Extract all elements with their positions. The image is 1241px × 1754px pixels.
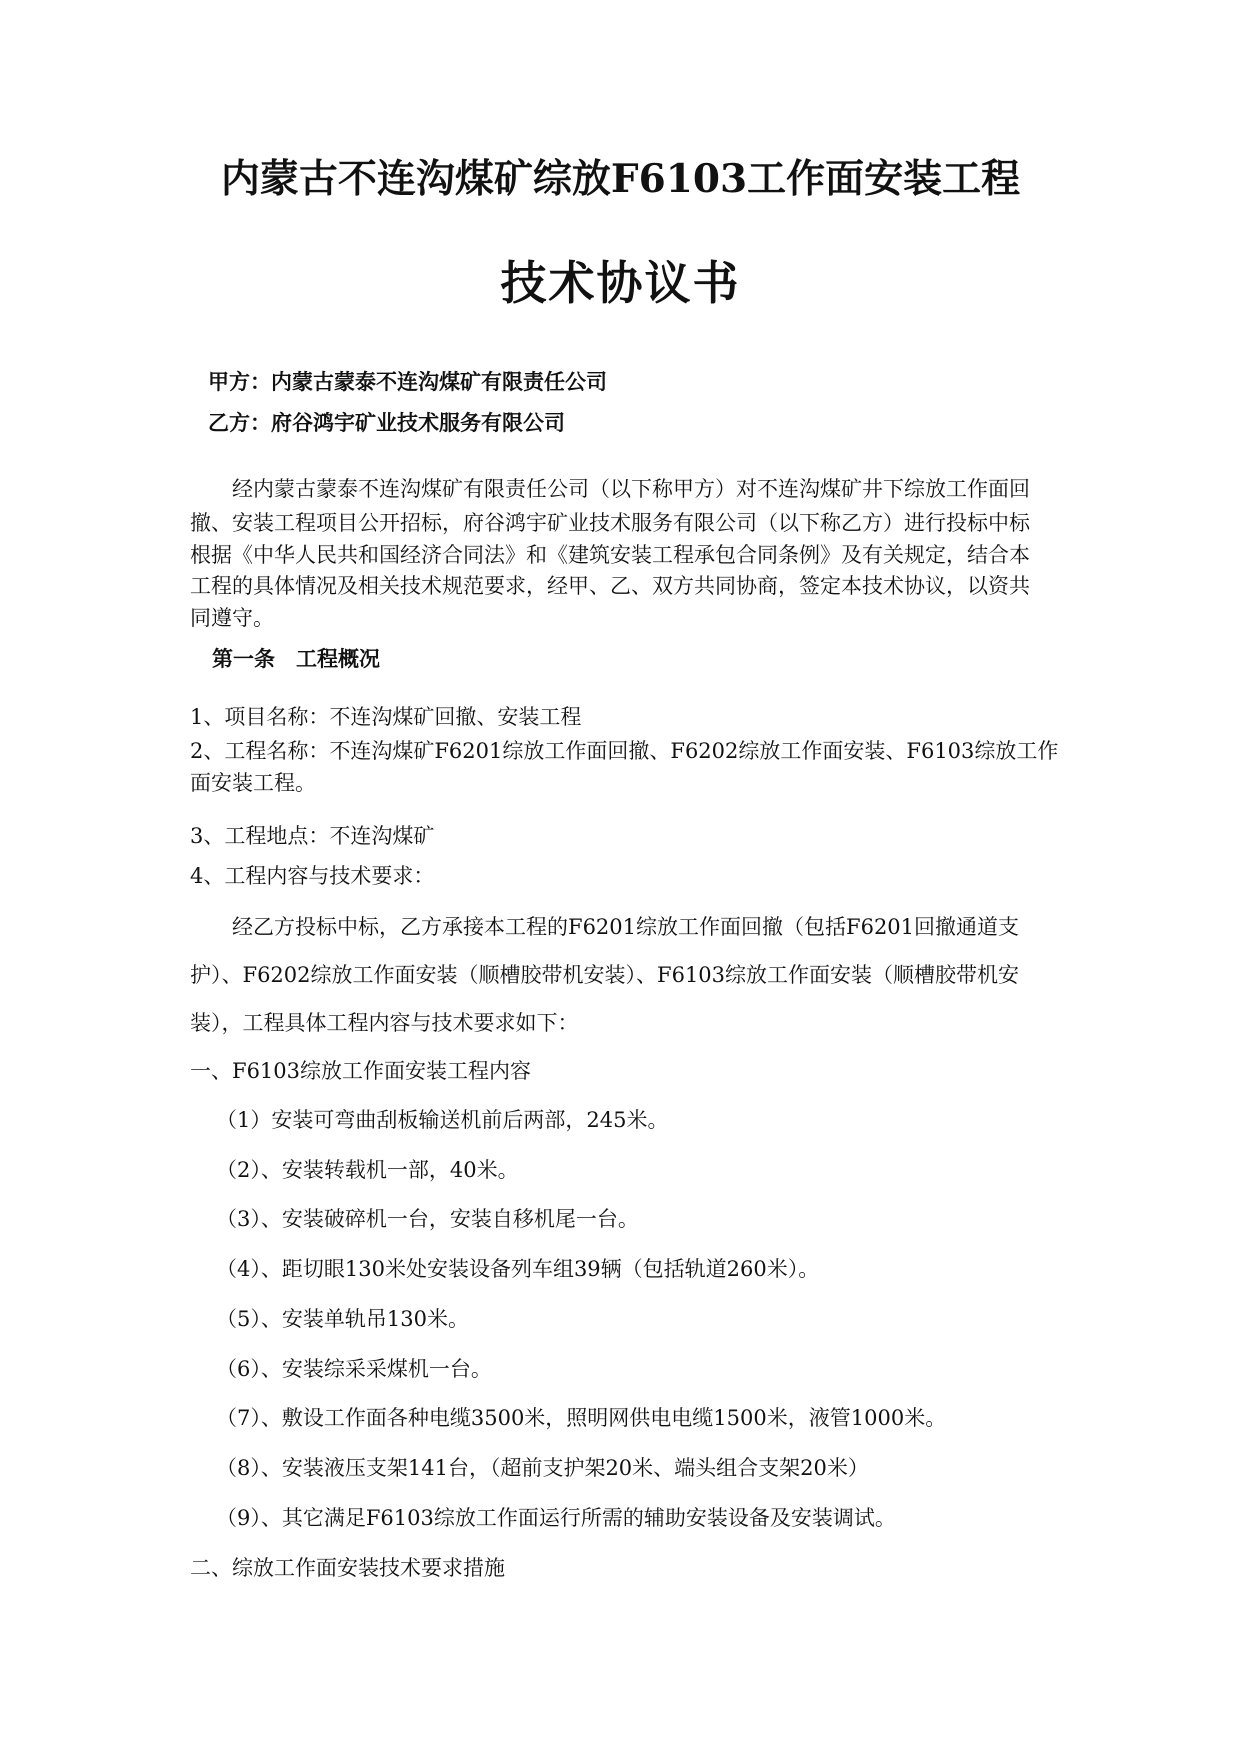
section-heading: 一、F6103综放工作面安装工程内容: [190, 1059, 532, 1083]
task-item: （9）、其它满足F6103综放工作面运行所需的辅助安装设备及安装调试。: [216, 1506, 896, 1530]
task-item: （1）安装可弯曲刮板输送机前后两部，245米。: [216, 1108, 669, 1132]
scope-line: 经乙方投标中标，乙方承接本工程的F6201综放工作面回撤（包括F6201回撤通道支: [232, 915, 1020, 939]
intro-line: 撤、安装工程项目公开招标，府谷鸿宇矿业技术服务有限公司（以下称乙方）进行投标中标: [190, 511, 1030, 535]
article-heading: 第一条 工程概况: [212, 647, 380, 671]
party-a: 甲方：内蒙古蒙泰不连沟煤矿有限责任公司: [208, 370, 607, 394]
document-title: 内蒙古不连沟煤矿综放F6103工作面安装工程: [220, 156, 1021, 202]
task-item: （6）、安装综采采煤机一台。: [216, 1357, 492, 1381]
overview-item-works-name-cont: 面安装工程。: [190, 771, 316, 795]
intro-line: 工程的具体情况及相关技术规范要求，经甲、乙、双方共同协商，签定本技术协议，以资共: [190, 574, 1030, 598]
overview-item-project-name: 1、项目名称：不连沟煤矿回撤、安装工程: [190, 705, 582, 729]
intro-line: 同遵守。: [190, 606, 274, 630]
overview-item-location: 3、工程地点：不连沟煤矿: [190, 824, 435, 848]
task-item: （4）、距切眼130米处安装设备列车组39辆（包括轨道260米）。: [216, 1257, 820, 1281]
document-subtitle: 技术协议书: [500, 256, 741, 310]
task-item: （5）、安装单轨吊130米。: [216, 1307, 469, 1331]
intro-line: 根据《中华人民共和国经济合同法》和《建筑安装工程承包合同条例》及有关规定，结合本: [190, 543, 1030, 567]
overview-item-requirements: 4、工程内容与技术要求：: [190, 864, 435, 888]
task-item: （2）、安装转载机一部，40米。: [216, 1158, 519, 1182]
task-item: （7）、敷设工作面各种电缆3500米，照明网供电电缆1500米，液管1000米。: [216, 1406, 947, 1430]
task-item: （3）、安装破碎机一台，安装自移机尾一台。: [216, 1207, 639, 1231]
scope-line: 装），工程具体工程内容与技术要求如下：: [190, 1011, 579, 1035]
task-item: （8）、安装液压支架141台，（超前支护架20米、端头组合支架20米）: [216, 1456, 869, 1480]
scope-line: 护）、F6202综放工作面安装（顺槽胶带机安装）、F6103综放工作面安装（顺槽胶带机安: [190, 963, 1020, 987]
party-b: 乙方：府谷鸿宇矿业技术服务有限公司: [208, 411, 565, 435]
section-heading: 二、综放工作面安装技术要求措施: [190, 1556, 505, 1580]
overview-item-works-name: 2、工程名称：不连沟煤矿F6201综放工作面回撤、F6202综放工作面安装、F6103综放工作: [190, 739, 1059, 763]
intro-line: 经内蒙古蒙泰不连沟煤矿有限责任公司（以下称甲方）对不连沟煤矿井下综放工作面回: [232, 477, 1030, 501]
